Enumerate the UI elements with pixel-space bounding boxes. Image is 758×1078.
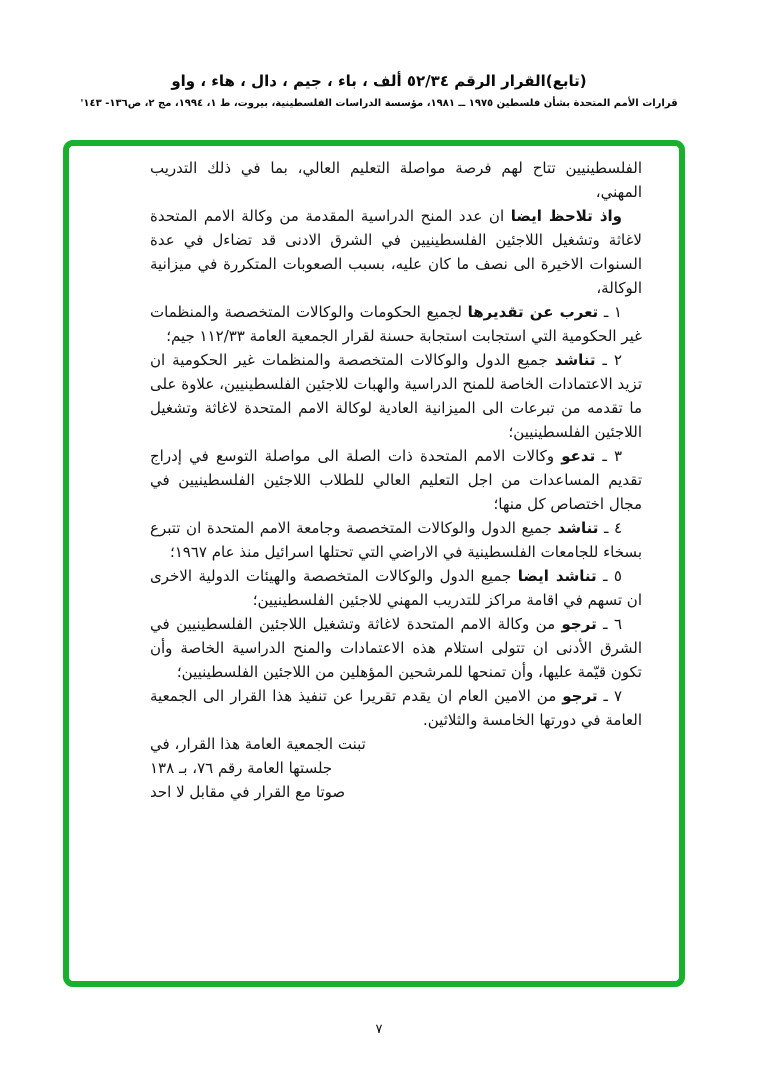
- paragraph-operative-5: [150, 564, 642, 612]
- paragraph-lead: تدعو: [561, 447, 596, 465]
- resolution-body: [150, 156, 642, 804]
- paragraph-number: ٢ ـ: [595, 351, 622, 369]
- page-number: ٧: [375, 1022, 383, 1037]
- paragraph-number: ٤ ـ: [598, 519, 622, 537]
- paragraph-text: من الامين العام ان يقدم تقريرا عن تنفيذ هذا القرار الى الجمعية العامة في دورتها الخامسة والثلاثين.: [150, 687, 642, 729]
- paragraph-continuation: [150, 156, 642, 204]
- paragraph-number: ٣ ـ: [595, 447, 622, 465]
- paragraph-operative-2: [150, 348, 642, 444]
- paragraph-lead: ترجو: [561, 615, 597, 633]
- paragraph-text: جميع الدول والوكالات المتخصصة والمنظمات غير الحكومية ان تزيد الاعتمادات الخاصة للمنح الدراسية والهبات للاجئين الفلسطينيين، علاوة على ما تقدمه من تبرعات الى الميزانية العادية لوكالة الامم المتحدة لاغاثة وتشغيل اللاجئين الفلسطينيين؛: [150, 351, 642, 441]
- paragraph-lead: تناشد ايضا: [517, 567, 597, 585]
- paragraph-number: ٧ ـ: [597, 687, 622, 705]
- paragraph-lead: تناشد: [554, 351, 596, 369]
- paragraph-text: جميع الدول والوكالات المتخصصة وجامعة الامم المتحدة ان تتبرع بسخاء للجامعات الفلسطينية في الاراضي التي تحتلها اسرائيل منذ عام ١٩٦٧؛: [150, 519, 642, 561]
- paragraph-number: ٦ ـ: [596, 615, 622, 633]
- paragraph-text: ان عدد المنح الدراسية المقدمة من وكالة الامم المتحدة لاغاثة وتشغيل اللاجئين الفلسطينيين في الشرق الادنى قد تضاءل في عدة السنوات الاخيرة الى نصف ما كان عليه، بسبب الصعوبات المتكررة في ميزانية الوكالة،: [150, 207, 642, 297]
- paragraph-text: الفلسطينيين تتاح لهم فرصة مواصلة التعليم العالي، بما في ذلك التدريب المهني،: [150, 159, 642, 201]
- paragraph-number: ١ ـ: [598, 303, 622, 321]
- paragraph-operative-3: [150, 444, 642, 516]
- resolution-title: (تابع)القرار الرقم ٥٢/٣٤ ألف ، باء ، جيم ، دال ، هاء ، واو: [171, 72, 587, 90]
- paragraph-preamble: [150, 204, 642, 300]
- paragraph-lead: تناشد: [557, 519, 599, 537]
- paragraph-operative-6: [150, 612, 642, 684]
- paragraph-operative-4: [150, 516, 642, 564]
- paragraph-text: لجميع الحكومات والوكالات المتخصصة والمنظمات غير الحكومية التي استجابت استجابة حسنة لقرار الجمعية العامة ١١٢/٣٣ جيم؛: [150, 303, 642, 345]
- paragraph-operative-7: [150, 684, 642, 732]
- paragraph-text: وكالات الامم المتحدة ذات الصلة الى مواصلة التوسع في إدراج تقديم المساعدات من اجل التعليم العالي للطلاب اللاجئين الفلسطينيين في مجال اختصاص كل منها؛: [150, 447, 642, 513]
- paragraph-text: جميع الدول والوكالات المتخصصة والهيئات الدولية الاخرى ان تسهم في اقامة مراكز للتدريب المهني للاجئين الفلسطينيين؛: [150, 567, 642, 609]
- adoption-note: [150, 732, 642, 804]
- paragraph-text: من وكالة الامم المتحدة لاغاثة وتشغيل اللاجئين الفلسطينيين في الشرق الأدنى ان تتولى استلام هذه الاعتمادات والمنح الدراسية الخاصة وأن تكون قيّمة عليها، وأن تمنحها للمرشحين المؤهلين من اللاجئين الفلسطينيين؛: [150, 615, 642, 681]
- source-citation: قرارات الأمم المتحدة بشأن فلسطين ١٩٧٥ ــ ١٩٨١، مؤسسة الدراسات الفلسطينية، بيروت، ط ١، ١٩٩٤، مج ٢، ص١٣٦- ١٤٣': [80, 98, 678, 109]
- paragraph-lead: واذ تلاحظ ايضا: [510, 207, 622, 225]
- paragraph-lead: ترجو: [562, 687, 598, 705]
- paragraph-number: ٥ ـ: [596, 567, 622, 585]
- adoption-note-line: صوتا مع القرار في مقابل لا احد: [150, 783, 346, 801]
- document-header: [0, 72, 758, 109]
- adoption-note-line: تبنت الجمعية العامة هذا القرار، في: [150, 735, 366, 753]
- adoption-note-line: جلستها العامة رقم ٧٦، بـ ١٣٨: [150, 759, 333, 777]
- paragraph-operative-1: [150, 300, 642, 348]
- paragraph-lead: تعرب عن تقديرها: [467, 303, 599, 321]
